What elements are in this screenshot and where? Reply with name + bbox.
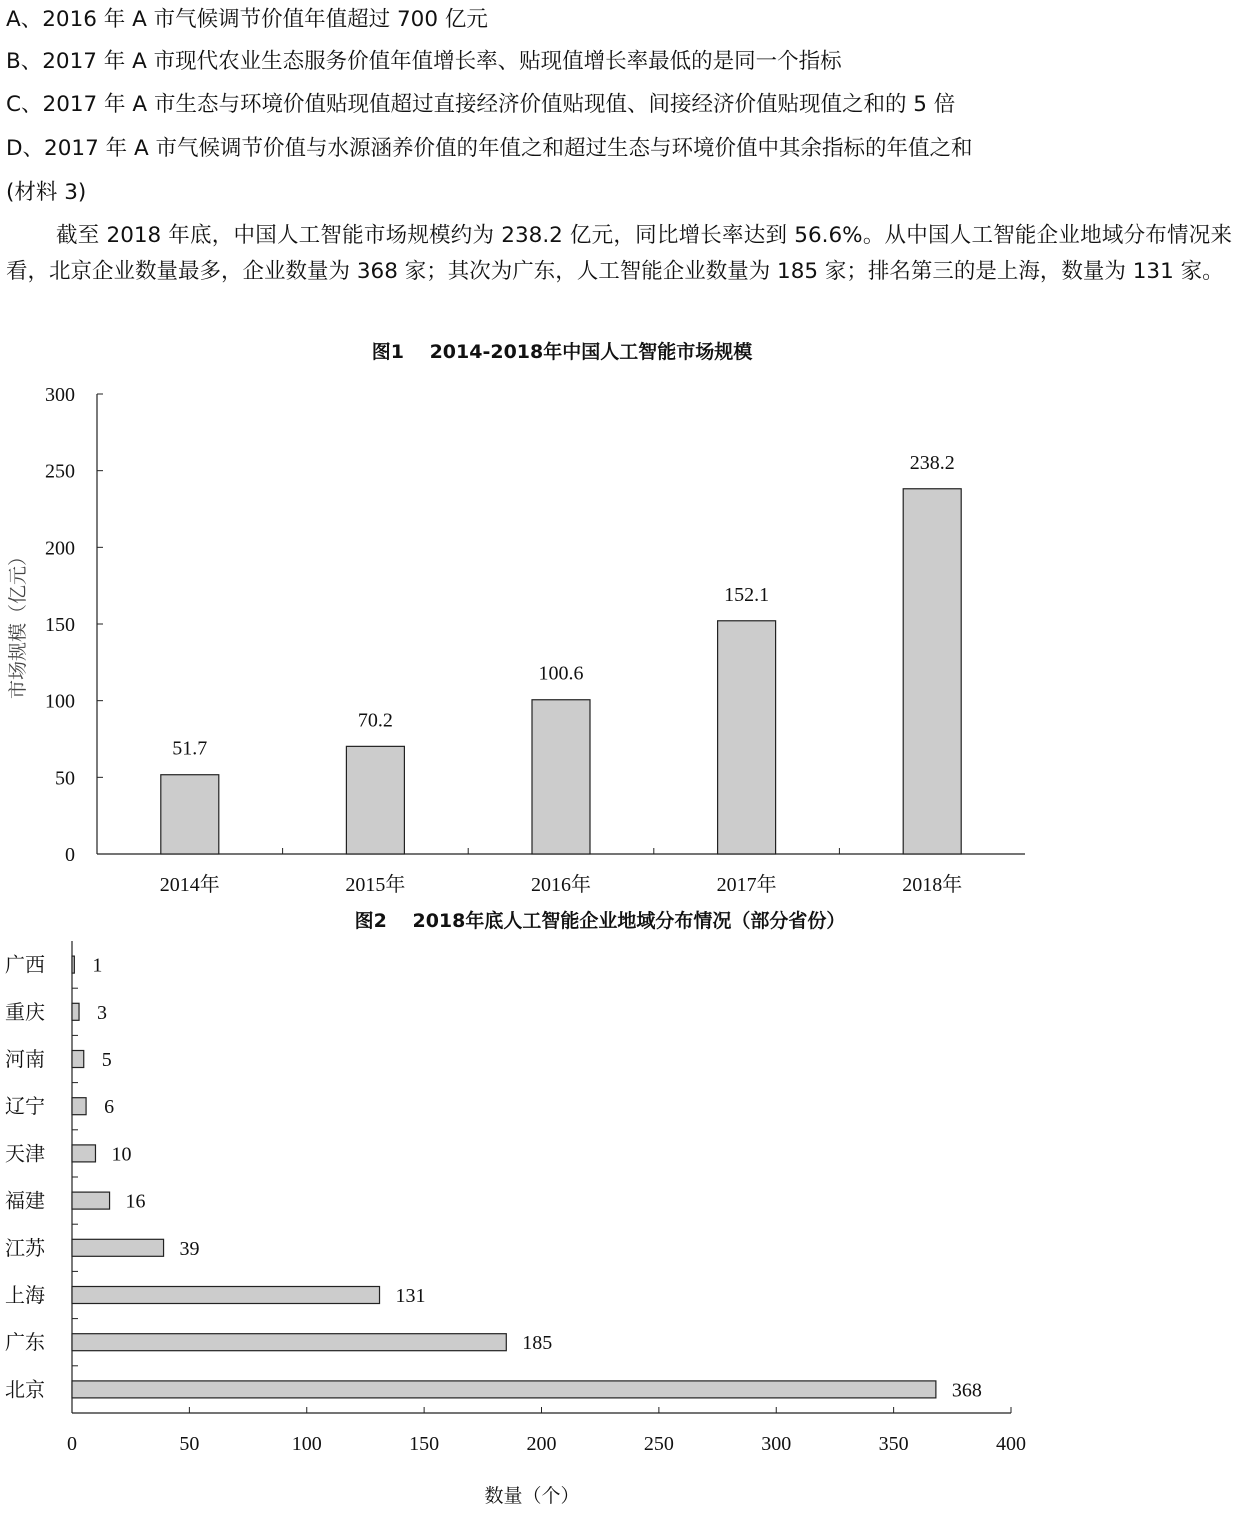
market-size-bar-chart bbox=[0, 340, 1238, 895]
chart2-data-label: 39 bbox=[179, 1237, 200, 1260]
chart2-data-label: 368 bbox=[951, 1379, 982, 1402]
chart2-data-label: 6 bbox=[104, 1096, 115, 1119]
chart2-y-tick-label: 北京 bbox=[5, 1377, 45, 1402]
chart2-x-tick-label: 50 bbox=[179, 1433, 200, 1455]
material-paragraph: 截至 2018 年底，中国人工智能市场规模约为 238.2 亿元，同比增长率达到 56.6%。从中国人工智能企业地域分布情况来看，北京企业数量最多，企业数量为 368 家；其次为广东，人工智能企业数量为 185 家；排名第三的是上海，数量为 131 家。 bbox=[6, 223, 1232, 284]
chart1-bar bbox=[161, 775, 219, 854]
chart2-bar bbox=[72, 1381, 936, 1398]
chart2-x-tick-label: 100 bbox=[291, 1433, 322, 1455]
chart1-data-label: 51.7 bbox=[172, 737, 208, 760]
chart1-data-label: 152.1 bbox=[724, 583, 770, 606]
chart1-title: 图1 2014-2018年中国人工智能市场规模 bbox=[371, 341, 753, 363]
chart1-y-axis-label: 市场规模（亿元） bbox=[7, 546, 29, 700]
chart1-data-label: 238.2 bbox=[909, 451, 955, 474]
chart2-data-label: 10 bbox=[111, 1143, 132, 1166]
chart1-bar bbox=[903, 489, 961, 854]
chart2-bar bbox=[72, 1003, 79, 1020]
chart2-bar bbox=[72, 956, 74, 973]
chart2-x-tick-label: 150 bbox=[409, 1433, 440, 1455]
material-label: (材料 3) bbox=[6, 180, 87, 205]
enterprise-distribution-bar-chart bbox=[0, 905, 1238, 1509]
chart2-axes bbox=[5, 941, 1026, 1455]
chart1-x-tick-label: 2014年 bbox=[159, 874, 220, 895]
chart2-bars bbox=[72, 955, 982, 1402]
chart2-bar bbox=[72, 1145, 95, 1162]
chart2-x-tick-label: 0 bbox=[67, 1433, 77, 1455]
chart2-data-label: 131 bbox=[395, 1285, 426, 1307]
chart1-y-tick-label: 50 bbox=[55, 767, 75, 790]
chart1-bar bbox=[532, 700, 590, 854]
chart2-x-tick-label: 200 bbox=[526, 1433, 557, 1455]
option-a: A、2016 年 A 市气候调节价值年值超过 700 亿元 bbox=[6, 7, 488, 32]
option-b: B、2017 年 A 市现代农业生态服务价值年值增长率、贴现值增长率最低的是同一个指标 bbox=[6, 49, 842, 74]
chart2-y-tick-label: 上海 bbox=[5, 1283, 45, 1307]
chart1-bar bbox=[718, 621, 776, 854]
chart2-bar bbox=[72, 1287, 380, 1304]
chart2-bar bbox=[72, 1192, 110, 1209]
chart1-y-tick-label: 250 bbox=[45, 460, 75, 483]
chart2-data-label: 16 bbox=[125, 1190, 146, 1213]
chart2-y-tick-label: 广西 bbox=[5, 952, 45, 977]
chart1-x-tick-label: 2015年 bbox=[345, 874, 406, 895]
chart2-data-label: 3 bbox=[97, 1001, 108, 1024]
chart2-title: 图2 2018年底人工智能企业地域分布情况（部分省份） bbox=[354, 910, 846, 932]
chart1-bars bbox=[161, 452, 961, 854]
chart2-x-tick-label: 250 bbox=[643, 1433, 674, 1455]
chart2-y-tick-label: 天津 bbox=[5, 1141, 45, 1166]
chart2-x-axis-label: 数量（个） bbox=[484, 1485, 580, 1507]
chart1-y-tick-label: 300 bbox=[45, 384, 75, 406]
chart2-bar bbox=[72, 1098, 86, 1115]
chart1-bar bbox=[346, 746, 404, 854]
chart2-x-tick-label: 350 bbox=[878, 1433, 909, 1455]
chart1-x-tick-label: 2016年 bbox=[531, 874, 591, 895]
chart2-x-tick-label: 400 bbox=[996, 1433, 1026, 1455]
chart1-x-tick-label: 2018年 bbox=[902, 874, 963, 895]
chart2-bar bbox=[72, 1051, 84, 1068]
chart1-y-tick-label: 100 bbox=[45, 690, 75, 713]
chart2-y-tick-label: 河南 bbox=[5, 1047, 45, 1071]
chart1-y-tick-label: 200 bbox=[45, 537, 75, 560]
chart2-y-tick-label: 广东 bbox=[5, 1330, 45, 1355]
chart2-x-tick-label: 300 bbox=[761, 1433, 792, 1455]
chart2-data-label: 185 bbox=[522, 1332, 553, 1355]
option-c: C、2017 年 A 市生态与环境价值贴现值超过直接经济价值贴现值、间接经济价值贴现值之和的 5 倍 bbox=[6, 92, 956, 117]
chart2-y-tick-label: 辽宁 bbox=[5, 1094, 45, 1119]
chart1-x-tick-label: 2017年 bbox=[716, 874, 777, 895]
chart2-data-label: 5 bbox=[101, 1049, 112, 1071]
chart1-data-label: 100.6 bbox=[538, 662, 584, 685]
chart2-y-tick-label: 重庆 bbox=[5, 999, 45, 1024]
chart2-y-tick-label: 江苏 bbox=[5, 1235, 45, 1260]
chart2-data-label: 1 bbox=[92, 954, 103, 977]
chart1-y-tick-label: 150 bbox=[45, 614, 75, 636]
chart1-y-tick-label: 0 bbox=[65, 844, 75, 866]
chart2-bar bbox=[72, 1334, 506, 1351]
chart2-bar bbox=[72, 1239, 164, 1256]
option-d: D、2017 年 A 市气候调节价值与水源涵养价值的年值之和超过生态与环境价值中其余指标的年值之和 bbox=[6, 136, 973, 161]
chart1-data-label: 70.2 bbox=[357, 709, 393, 732]
chart2-y-tick-label: 福建 bbox=[5, 1188, 45, 1213]
